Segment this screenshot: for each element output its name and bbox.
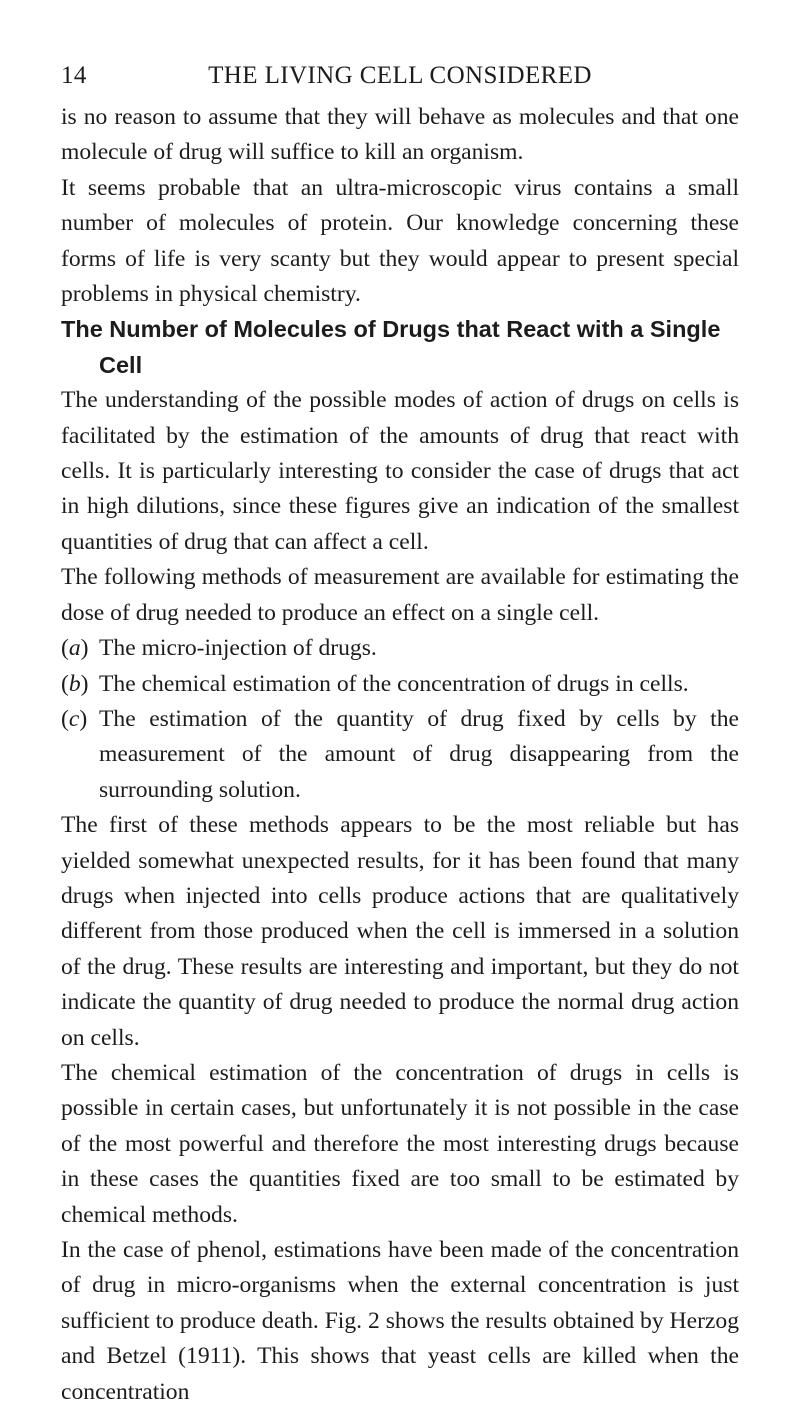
paragraph: It seems probable that an ultra-microscopic virus contains a small number of molecules of protein. Our knowledge concerning these forms of life is very scanty but they would appear to present special problems in physical chemistry.	[61, 174, 739, 308]
method-text: The estimation of the quantity of drug fixed by cells by the measurement of the amount of drug disappearing from the surrounding solution.	[99, 705, 739, 803]
method-text: The micro-injection of drugs.	[99, 635, 377, 662]
paragraph: The understanding of the possible modes of action of drugs on cells is facilitated by the estimation of the amounts of drug that react with cells. It is particularly interesting to consider the case of drugs that act in high dilutions, since these figures give an indication of the smallest quantities of drug that can affect a cell.	[61, 387, 739, 555]
book-page	[61, 58, 739, 1410]
paragraph: is no reason to assume that they will behave as molecules and that one molecule of drug will suffice to kill an organism.	[61, 104, 739, 166]
paragraph: The first of these methods appears to be the most reliable but has yielded somewhat unexpected results, for it has been found that many drugs when injected into cells produce actions that are qualitatively different from those produced when the cell is immersed in a solution of the drug. These results are interesting and important, but they do not indicate the quantity of drug needed to produce the normal drug action on cells.	[61, 812, 739, 1051]
paragraph: In the case of phenol, estimations have been made of the concentration of drug in micro-organisms when the external concentration is just sufficient to produce death. Fig. 2 shows the results obtained by Herzog and Betzel (1911). This shows that yeast cells are killed when the concentration	[61, 1237, 739, 1405]
method-item-a	[61, 631, 739, 666]
method-item-c	[61, 702, 739, 808]
body-text	[61, 100, 739, 1410]
running-title: THE LIVING CELL CONSIDERED	[208, 62, 592, 89]
section-heading: The Number of Molecules of Drugs that React with a Single Cell	[61, 316, 721, 378]
method-label: (a)	[61, 635, 89, 662]
method-text: The chemical estimation of the concentration of drugs in cells.	[99, 670, 689, 697]
running-header	[61, 58, 739, 94]
page-number: 14	[61, 62, 87, 89]
paragraph: The following methods of measurement are available for estimating the dose of drug needed to produce an effect on a single cell.	[61, 564, 739, 626]
method-item-b	[61, 667, 739, 702]
method-label: (c)	[61, 705, 88, 732]
method-label: (b)	[61, 670, 89, 697]
paragraph: The chemical estimation of the concentration of drugs in cells is possible in certain cases, but unfortunately it is not possible in the case of the most powerful and therefore the most interesting drugs because in these cases the quantities fixed are too small to be estimated by chemical methods.	[61, 1059, 739, 1228]
